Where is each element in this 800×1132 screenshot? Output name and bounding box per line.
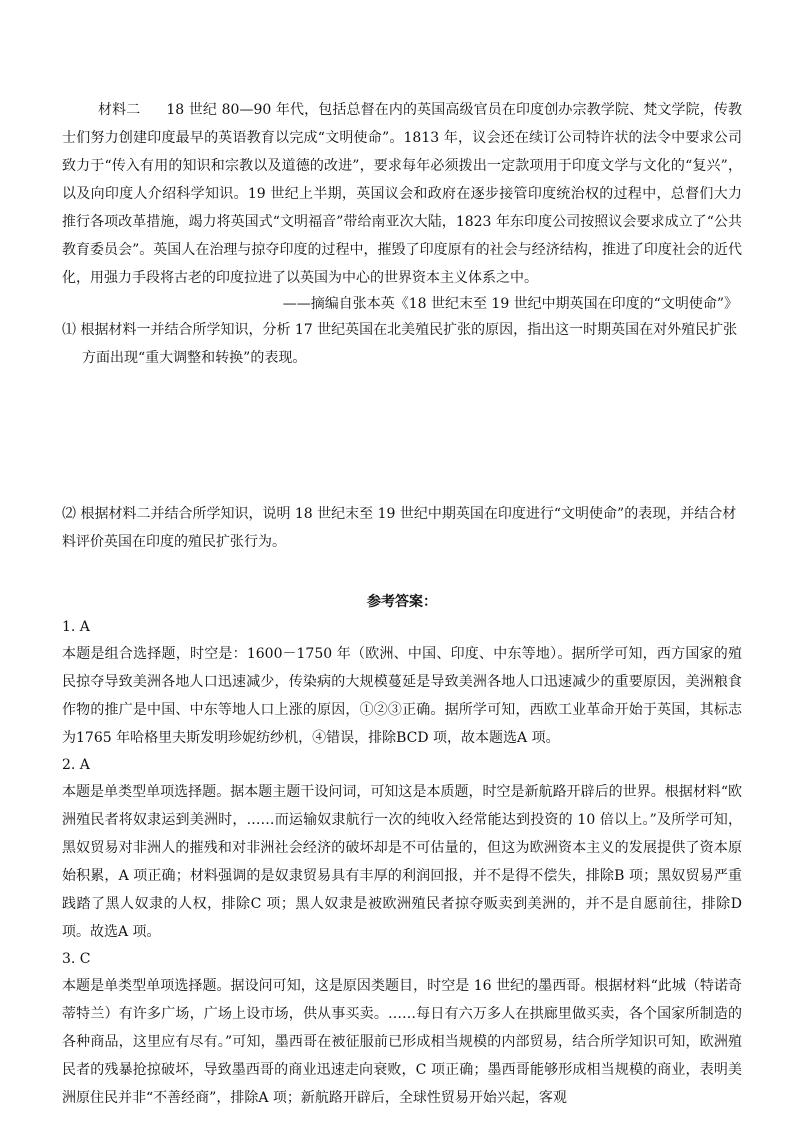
material-2-label: 材料二 — [98, 102, 141, 118]
answer-3-text: 本题是单类型单项选择题。据设问可知，这是原因类题目，时空是 16 世纪的墨西哥。根据材料“此城（特诺奇蒂特兰）有许多广场，广场上设市场，供从事买卖。……每日有六万多人在拱廊里做买卖，各个国家所制造的各种商品，这里应有尽有。”可知，墨西哥在被征服前已形成相当规模的内部贸易，结合所学知识可知，欧洲殖民者的残暴抢掠破坏，导致墨西哥的商业迅速走向衰败，C 项正确；墨西哥能够形成相当规模的商业，表明美洲原住民并非“不善经商”，排除A 项；新航路开辟后，全球性贸易开始兴起，客观 — [62, 978, 742, 1106]
material-2-source: ——摘编自张本英《18 世纪末至 19 世纪中期英国在印度的“文明使命”》 — [282, 296, 738, 312]
answer-1-number: 1. A — [62, 619, 90, 635]
material-2-text: 18 世纪 80—90 年代，包括总督在内的英国高级官员在印度创办宗教学院、梵文学院，传教士们努力创建印度最早的英语教育以完成“文明使命”。1813 年，议会还在续订公司特许状的法令中要求公司致力于“传入有用的知识和宗教以及道德的改进”，要求每年必须拨出一定款项用于印度文学与文化的“复兴”，以及向印度人介绍科学知识。19 世纪上半期，英国议会和政府在逐步接管印度统治权的过程中，总督们大力推行各项改革措施，竭力将英国式“文明福音”带给南亚次大陆，1823 年东印度公司按照议会要求成立了“公共教育委员会”。英国人在治理与掠夺印度的过程中，摧毁了印度原有的社会与经济结构，推进了印度社会的近代化，用强力手段将古老的印度拉进了以英国为中心的世界资本主义体系之中。 — [62, 102, 742, 286]
answer-2-number: 2. A — [62, 757, 90, 773]
question-1: ⑴ 根据材料一并结合所学知识，分析 17 世纪英国在北美殖民扩张的原因，指出这一时期英国在对外殖民扩张方面出现“重大调整和转换”的表现。 — [62, 322, 738, 366]
question-2: ⑵ 根据材料二并结合所学知识，说明 18 世纪末至 19 世纪中期英国在印度进行“文明使命”的表现，并结合材料评价英国在印度的殖民扩张行为。 — [62, 506, 737, 550]
answer-1-text: 本题是组合选择题，时空是：1600－1750 年（欧洲、中国、印度、中东等地）。据所学可知，西方国家的殖民掠夺导致美洲各地人口迅速减少，传染病的大规模蔓延是导致美洲各地人口迅速减少的重要原因，美洲粮食作物的推广是中国、中东等地人口上涨的原因，①②③正确。据所学可知，西欧工业革命开始于英国，其标志为1765 年哈格里夫斯发明珍妮纺纱机，④错误，排除BCD 项，故本题选A 项。 — [62, 646, 742, 746]
answers-title: 参考答案： — [367, 594, 437, 610]
material-2-paragraph — [62, 96, 742, 292]
answer-3-number: 3. C — [62, 951, 91, 967]
answer-2-text: 本题是单类型单项选择题。据本题主题干设问词，可知这是本质题，时空是新航路开辟后的世界。根据材料“欧洲殖民者将奴隶运到美洲时，……而运输奴隶航行一次的纯收入经常能达到投资的 10 倍以上。”及所学可知，黑奴贸易对非洲人的摧残和对非洲社会经济的破坏却是不可估量的，但这为欧洲资本主义的发展提供了资本原始积累，A 项正确；材料强调的是奴隶贸易具有丰厚的利润回报，并不是得不偿失，排除B 项；黑奴贸易严重践踏了黑人奴隶的人权，排除C 项；黑人奴隶是被欧洲殖民者掠夺贩卖到美洲的，并不是自愿前往，排除D 项。故选A 项。 — [62, 784, 742, 940]
document-page — [62, 96, 742, 1112]
answer-space — [62, 372, 742, 500]
